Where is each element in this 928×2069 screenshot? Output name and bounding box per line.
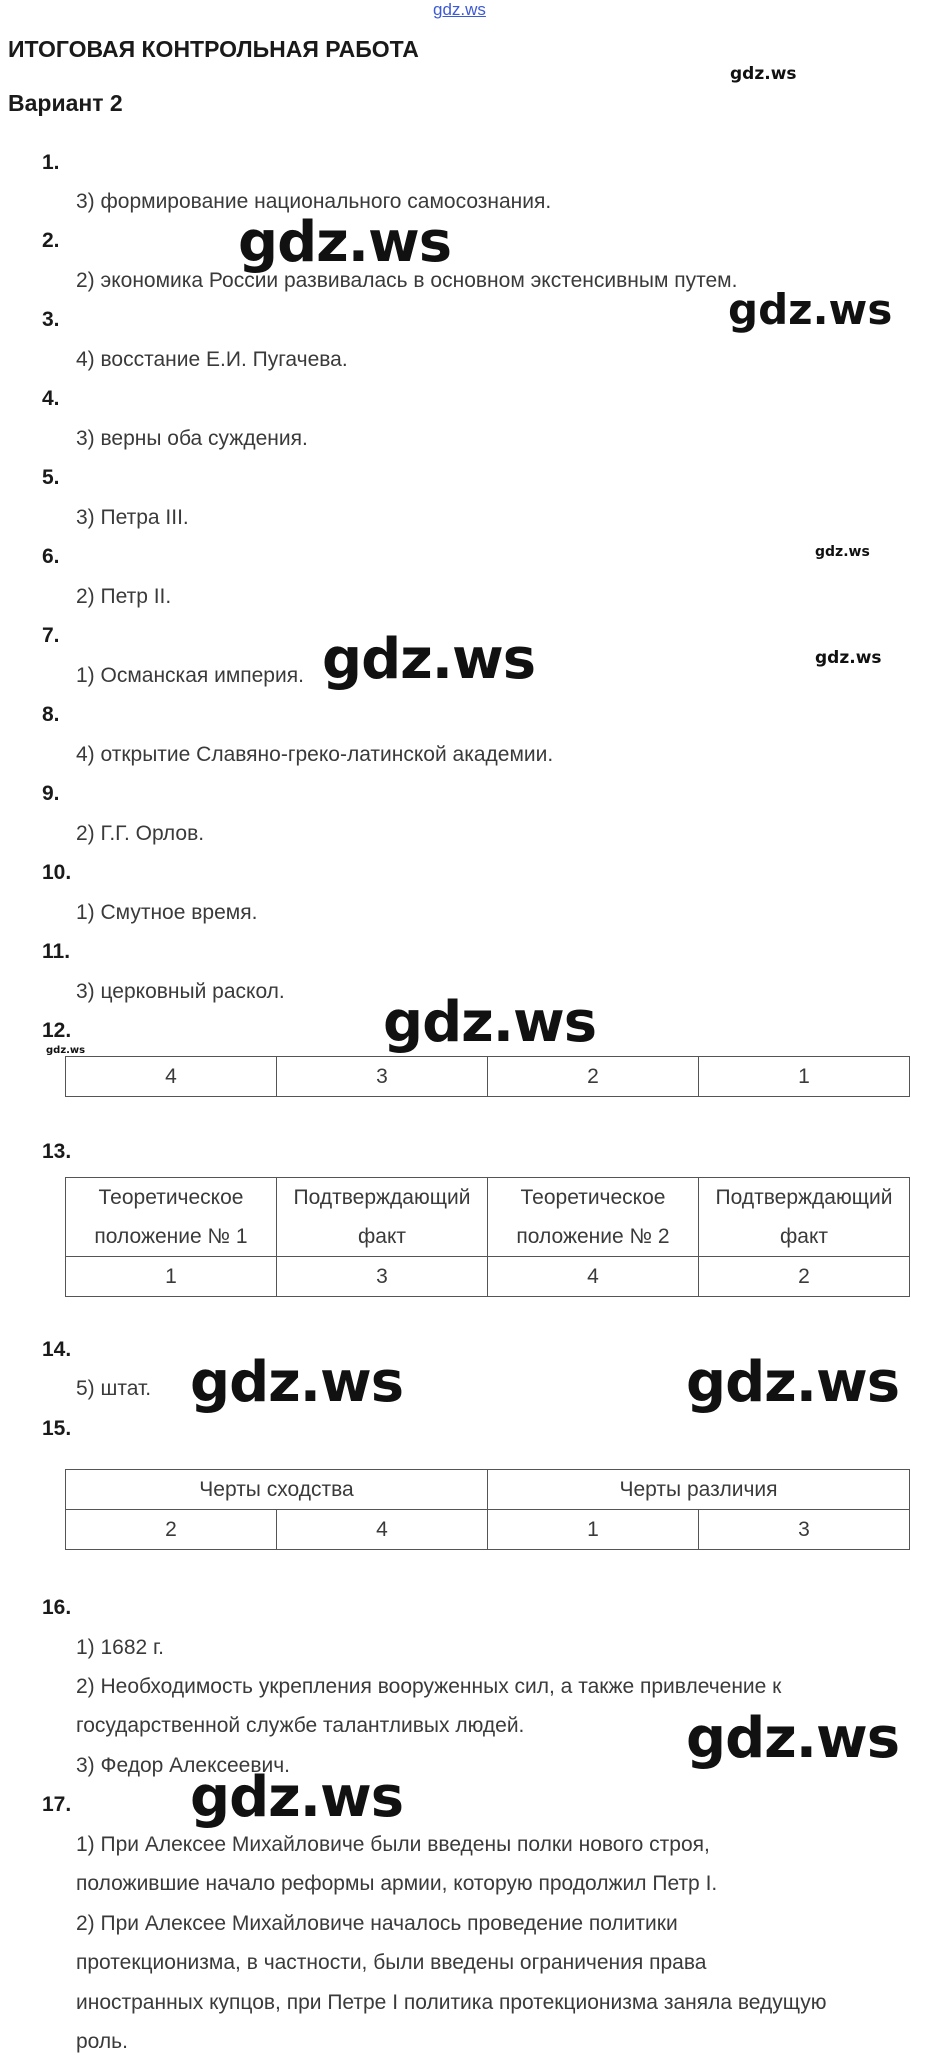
answer-text: 2) Необходимость укрепления вооруженных сил, а также привлечение к xyxy=(76,1675,782,1698)
question-number: 11. xyxy=(42,940,71,963)
watermark: gdz.ws xyxy=(238,210,452,275)
table-cell: 2 xyxy=(66,1510,277,1550)
question-number: 10. xyxy=(42,861,72,884)
table-cell: 2 xyxy=(488,1057,699,1097)
watermark: gdz.ws xyxy=(686,1706,900,1771)
question-number: 5. xyxy=(42,466,60,489)
watermark: gdz.ws xyxy=(728,285,893,334)
question-number: 8. xyxy=(42,703,60,726)
header-line: Теоретическое xyxy=(520,1186,666,1209)
answer-text: 3) Петра III. xyxy=(76,506,189,529)
answer-text: 1) Османская империя. xyxy=(76,664,304,687)
watermark: gdz.ws xyxy=(815,648,882,668)
question-number: 12. xyxy=(42,1019,72,1042)
question-number: 9. xyxy=(42,782,60,805)
watermark: gdz.ws xyxy=(686,1350,900,1415)
answer-text: 3) церковный раскол. xyxy=(76,980,285,1003)
answer-text: государственной службе талантливых людей. xyxy=(76,1714,525,1737)
header-line: положение № 2 xyxy=(516,1225,670,1248)
question-number: 13. xyxy=(42,1140,72,1163)
question-number: 6. xyxy=(42,545,60,568)
answer-table-15 xyxy=(65,1469,910,1550)
page-title: ИТОГОВАЯ КОНТРОЛЬНАЯ РАБОТА xyxy=(8,36,419,62)
watermark: gdz.ws xyxy=(46,1045,86,1056)
table-cell: 1 xyxy=(488,1510,699,1550)
top-watermark-link[interactable]: gdz.ws xyxy=(433,0,486,19)
question-number: 1. xyxy=(42,151,60,174)
answer-text: 1) Смутное время. xyxy=(76,901,258,924)
table-header-cell: Черты сходства xyxy=(66,1470,488,1510)
question-number: 7. xyxy=(42,624,60,647)
watermark: gdz.ws xyxy=(383,990,597,1055)
table-cell: 4 xyxy=(66,1057,277,1097)
answer-text: роль. xyxy=(76,2030,128,2053)
question-number: 4. xyxy=(42,387,60,410)
table-cell: 2 xyxy=(699,1257,910,1297)
table-cell: 4 xyxy=(277,1510,488,1550)
header-line: факт xyxy=(358,1225,406,1248)
answer-text: 4) открытие Славяно-греко-латинской академии. xyxy=(76,743,554,766)
question-number: 15. xyxy=(42,1417,72,1440)
question-number: 3. xyxy=(42,308,60,331)
table-cell: 1 xyxy=(66,1257,277,1297)
header-line: положение № 1 xyxy=(94,1225,248,1248)
answer-text: 3) Федор Алексеевич. xyxy=(76,1754,291,1777)
answer-text: 2) Петр II. xyxy=(76,585,172,608)
answer-text: 1) 1682 г. xyxy=(76,1636,164,1659)
question-number: 17. xyxy=(42,1793,72,1816)
table-header-cell xyxy=(488,1178,699,1257)
answer-text: протекционизма, в частности, были введены ограничения права xyxy=(76,1951,707,1974)
answer-text: 2) Г.Г. Орлов. xyxy=(76,822,205,845)
watermark: gdz.ws xyxy=(730,64,797,84)
question-number: 16. xyxy=(42,1596,72,1619)
answer-text: 5) штат. xyxy=(76,1377,152,1400)
question-number: 14. xyxy=(42,1338,72,1361)
answer-text: 1) При Алексее Михайловиче были введены полки нового строя, xyxy=(76,1833,710,1856)
answer-text: 3) верны оба суждения. xyxy=(76,427,308,450)
table-cell: 1 xyxy=(699,1057,910,1097)
variant-heading: Вариант 2 xyxy=(8,90,123,116)
table-header-cell: Черты различия xyxy=(488,1470,910,1510)
answer-text: иностранных купцов, при Петре I политика протекционизма заняла ведущую xyxy=(76,1991,827,2014)
answer-table-13 xyxy=(65,1177,910,1297)
question-number: 2. xyxy=(42,229,60,252)
watermark: gdz.ws xyxy=(322,627,536,692)
watermark: gdz.ws xyxy=(815,544,870,560)
answer-table-12 xyxy=(65,1056,910,1097)
header-line: Подтверждающий xyxy=(715,1186,893,1209)
answer-text: положившие начало реформы армии, которую продолжил Петр I. xyxy=(76,1872,718,1895)
watermark: gdz.ws xyxy=(190,1350,404,1415)
answer-text: 2) При Алексее Михайловиче началось проведение политики xyxy=(76,1912,678,1935)
header-line: Теоретическое xyxy=(98,1186,244,1209)
table-cell: 3 xyxy=(699,1510,910,1550)
answer-text: 4) восстание Е.И. Пугачева. xyxy=(76,348,348,371)
table-header-cell xyxy=(66,1178,277,1257)
table-cell: 3 xyxy=(277,1057,488,1097)
watermark: gdz.ws xyxy=(190,1765,404,1830)
table-header-cell xyxy=(699,1178,910,1257)
table-cell: 4 xyxy=(488,1257,699,1297)
table-cell: 3 xyxy=(277,1257,488,1297)
answer-text: 3) формирование национального самосознания. xyxy=(76,190,552,213)
table-header-cell xyxy=(277,1178,488,1257)
answer-text: 2) экономика России развивалась в основном экстенсивным путем. xyxy=(76,269,738,292)
header-line: факт xyxy=(780,1225,828,1248)
header-line: Подтверждающий xyxy=(293,1186,471,1209)
